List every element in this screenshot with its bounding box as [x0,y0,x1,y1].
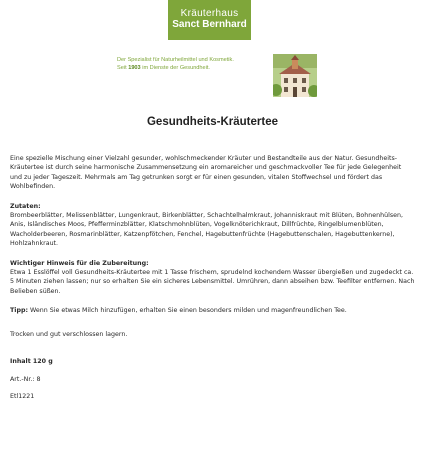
preparation-heading: Wichtiger Hinweis für die Zubereitung: [10,259,149,267]
tagline-line2 [117,65,267,73]
brand-logo[interactable] [168,0,251,40]
storage-note: Trocken und gut verschlossen lagern. [10,330,128,338]
tip-text: Wenn Sie etwas Milch hinzufügen, erhalten Sie einen besonders milden und magenfreundlichen Tee. [28,307,347,315]
brand-tagline [117,57,267,72]
tip-paragraph [10,306,415,315]
tagline-post: im Dienste der Gesundheit. [140,64,210,71]
ingredients-list: Brombeerblätter, Melissenblätter, Lungenkraut, Birkenblätter, Schachtelhalmkraut, Johanniskraut mit Blüten, Bohnenhülsen, Anis, Isländisches Moos, Pfefferminzblätter, Klatschmohnblüten, Vogelknöterichkraut, Dillfrüchte, Ringelblumenblüten, Wacholderbeeren, Rosmarinblätter, Katzenpfötchen, Fenchel, Hagebuttenfrüchte (Hagebuttenschalen, Hagebuttenkerne), Hohlzahnkraut. [10,212,404,248]
building-illustration-icon [273,54,317,97]
brand-name-line2: Sanct Bernhard [172,18,247,30]
tagline-year: 1903 [128,64,141,71]
product-description [10,115,415,401]
tip-label: Tipp: [10,307,28,315]
product-code: Etl1221 [10,392,35,400]
ingredients-heading: Zutaten: [10,202,41,210]
header [113,0,305,97]
tagline-pre: Seit [117,64,129,71]
article-number: Art.-Nr.: 8 [10,375,41,383]
brand-name-line1: Kräuterhaus [180,8,239,19]
preparation-text: Etwa 1 Esslöffel voll Gesundheits-Kräutertee mit 1 Tasse frischem, sprudelnd kochendem Wasser übergießen und zugedeckt ca. 5 Minuten ziehen lassen; nur so erhalten Sie ein sicheres Lebensmittel. Umrühren, dann abseihen bzw. Teefilter entfernen. Nach Belieben süßen. [10,269,415,295]
content-amount: Inhalt 120 g [10,358,53,366]
building-photo [273,54,317,97]
product-intro: Eine spezielle Mischung einer Vielzahl gesunder, wohlschmeckender Kräuter und Bestandteile aus der Natur. Gesundheits-Kräutertee ist durch seine harmonische Zusammensetzung ein aromareicher und geschmackvoller Tee für jede Gelegenheit und zu jeder Tageszeit. Mehrmals am Tag getrunken sorgt er für einen gesunden, vitalen Stoffwechsel und fördert das Wohlbefinden. [10,155,402,191]
tagline-line1: Der Spezialist für Naturheilmittel und Kosmetik. [117,57,234,63]
page-title: Gesundheits-Kräutertee [146,116,278,128]
